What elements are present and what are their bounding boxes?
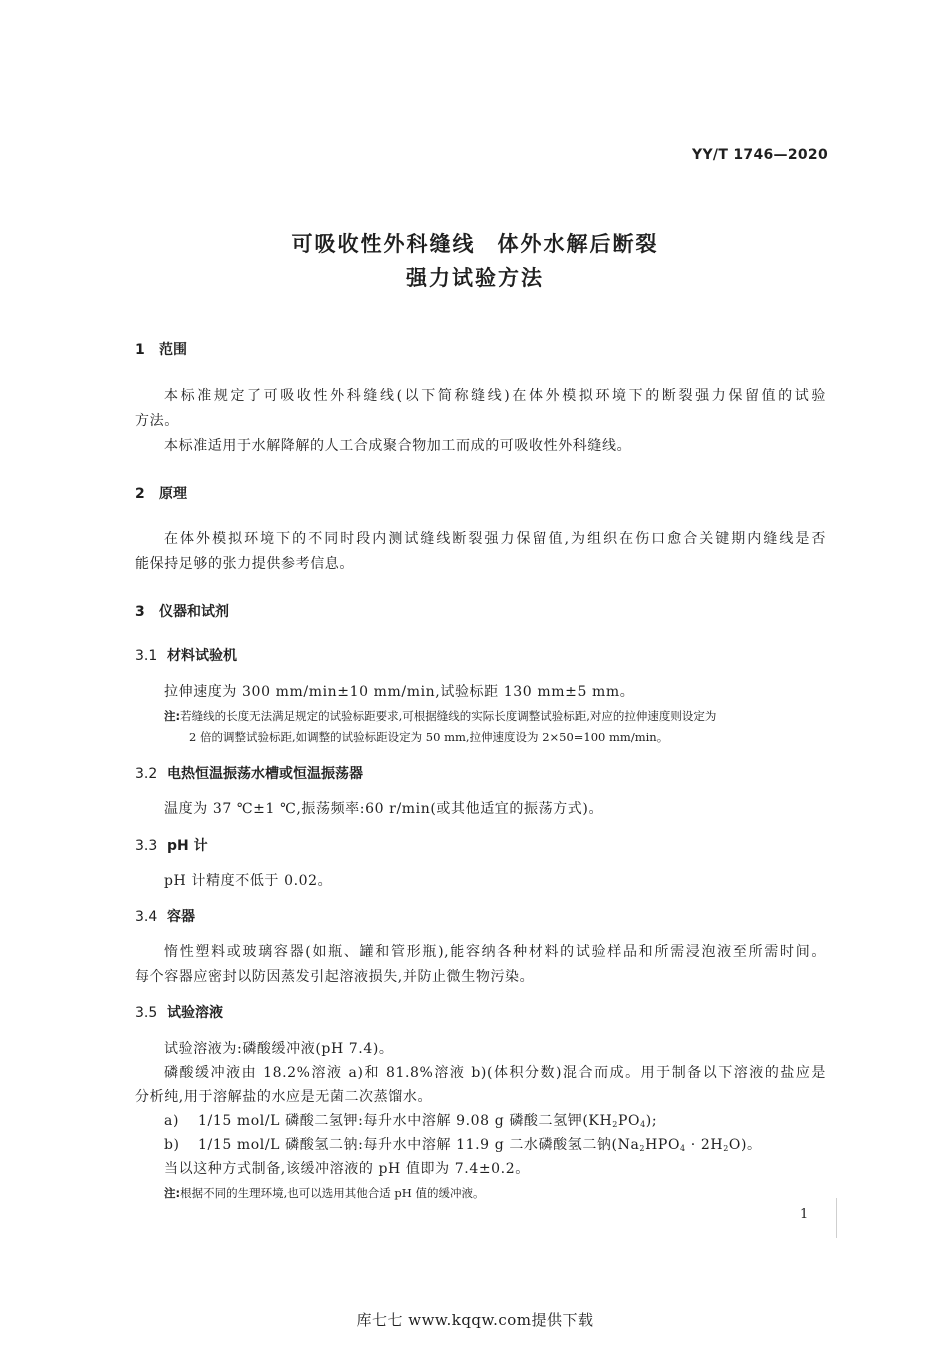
paragraph: 拉伸速度为 300 mm/min±10 mm/min,试验标距 130 mm±5 mm。 bbox=[164, 684, 635, 700]
subsection-number: 3.2 bbox=[135, 766, 158, 782]
margin-line bbox=[836, 1198, 837, 1238]
note-text: 根据不同的生理环境,也可以选用其他合适 pH 值的缓冲液。 bbox=[180, 1186, 485, 1200]
section-title: 范围 bbox=[159, 342, 187, 358]
page-number: 1 bbox=[800, 1207, 809, 1222]
subsection-number: 3.1 bbox=[135, 648, 158, 664]
paragraph: 磷酸缓冲液由 18.2%溶液 a)和 81.8%溶液 b)(体积分数)混合而成。用于制备以下溶液的盐应是 bbox=[164, 1065, 826, 1081]
list-label: a) bbox=[164, 1113, 180, 1129]
formula-part: PO bbox=[617, 1113, 641, 1129]
section-title: 仪器和试剂 bbox=[159, 604, 229, 620]
subsection-number: 3.3 bbox=[135, 838, 158, 854]
subsection-title: pH 计 bbox=[167, 838, 208, 854]
paragraph: 惰性塑料或玻璃容器(如瓶、罐和管形瓶),能容纳各种材料的试验样品和所需浸泡液至所需时间。 bbox=[164, 944, 826, 960]
list-text: 1/15 mol/L 磷酸二氢钾:每升水中溶解 9.08 g 磷酸二氢钾(KH bbox=[198, 1113, 613, 1129]
subscript: 2 bbox=[612, 1120, 618, 1129]
subsection-number: 3.4 bbox=[135, 909, 158, 925]
formula-part: HPO bbox=[645, 1137, 681, 1153]
subsection-title: 电热恒温振荡水槽或恒温振荡器 bbox=[167, 766, 363, 782]
title-part2: 体外水解后断裂 bbox=[497, 232, 659, 256]
paragraph: 试验溶液为:磷酸缓冲液(pH 7.4)。 bbox=[164, 1041, 394, 1057]
paragraph: 本标准适用于水解降解的人工合成聚合物加工而成的可吸收性外科缝线。 bbox=[164, 438, 632, 454]
subscript: 4 bbox=[640, 1120, 646, 1129]
list-item-a bbox=[164, 1110, 657, 1130]
footer-watermark: 库七七 www.kqqw.com提供下载 bbox=[356, 1311, 594, 1329]
title-part1: 可吸收性外科缝线 bbox=[291, 232, 476, 256]
note-text: 若缝线的长度无法满足规定的试验标距要求,可根据缝线的实际长度调整试验标距,对应的拉伸速度则设定为 bbox=[180, 709, 717, 723]
document-title-line1 bbox=[0, 228, 950, 258]
paragraph: 在体外模拟环境下的不同时段内测试缝线断裂强力保留值,为组织在伤口愈合关键期内缝线是否 bbox=[164, 531, 826, 547]
subsection-3-1-heading bbox=[135, 645, 237, 665]
subscript: 2 bbox=[639, 1144, 646, 1153]
paragraph: 能保持足够的张力提供参考信息。 bbox=[135, 556, 354, 572]
section-2-heading bbox=[135, 483, 187, 503]
subsection-3-5-heading bbox=[135, 1002, 223, 1022]
paragraph: 当以这种方式制备,该缓冲溶液的 pH 值即为 7.4±0.2。 bbox=[164, 1161, 530, 1177]
section-number: 3 bbox=[135, 604, 145, 620]
paragraph: 分析纯,用于溶解盐的水应是无菌二次蒸馏水。 bbox=[135, 1089, 433, 1105]
standard-number: YY/T 1746—2020 bbox=[692, 147, 828, 163]
note-label: 注: bbox=[164, 1186, 181, 1200]
note-label: 注: bbox=[164, 709, 181, 723]
subscript: 4 bbox=[680, 1144, 686, 1153]
formula-end: O)。 bbox=[728, 1137, 762, 1153]
formula-end: ); bbox=[645, 1113, 658, 1129]
section-number: 1 bbox=[135, 342, 145, 358]
section-3-heading bbox=[135, 601, 229, 621]
paragraph: 温度为 37 ℃±1 ℃,振荡频率:60 r/min(或其他适宜的振荡方式)。 bbox=[164, 801, 604, 817]
note bbox=[164, 708, 716, 724]
subsection-3-2-heading bbox=[135, 763, 363, 783]
section-title: 原理 bbox=[159, 486, 187, 502]
subsection-3-4-heading bbox=[135, 906, 195, 926]
paragraph: pH 计精度不低于 0.02。 bbox=[164, 873, 333, 889]
list-text: 1/15 mol/L 磷酸氢二钠:每升水中溶解 11.9 g 二水磷酸氢二钠(Na bbox=[198, 1137, 640, 1153]
note-continuation: 2 倍的调整试验标距,如调整的试验标距设定为 50 mm,拉伸速度设为 2×50=100 mm/min。 bbox=[189, 730, 669, 744]
note bbox=[164, 1185, 484, 1201]
paragraph: 方法。 bbox=[135, 413, 179, 429]
list-item-b bbox=[164, 1134, 762, 1154]
paragraph: 本标准规定了可吸收性外科缝线(以下简称缝线)在体外模拟环境下的断裂强力保留值的试验 bbox=[164, 388, 826, 404]
subsection-number: 3.5 bbox=[135, 1005, 158, 1021]
subsection-3-3-heading bbox=[135, 835, 208, 855]
subsection-title: 试验溶液 bbox=[167, 1005, 223, 1021]
subsection-title: 材料试验机 bbox=[167, 648, 237, 664]
subsection-title: 容器 bbox=[167, 909, 195, 925]
formula-part: · 2H bbox=[685, 1137, 724, 1153]
section-number: 2 bbox=[135, 486, 145, 502]
section-1-heading bbox=[135, 339, 187, 359]
paragraph: 每个容器应密封以防因蒸发引起溶液损失,并防止微生物污染。 bbox=[135, 969, 535, 985]
list-label: b) bbox=[164, 1137, 180, 1153]
document-title-line2: 强力试验方法 bbox=[406, 266, 544, 290]
subscript: 2 bbox=[723, 1144, 729, 1153]
